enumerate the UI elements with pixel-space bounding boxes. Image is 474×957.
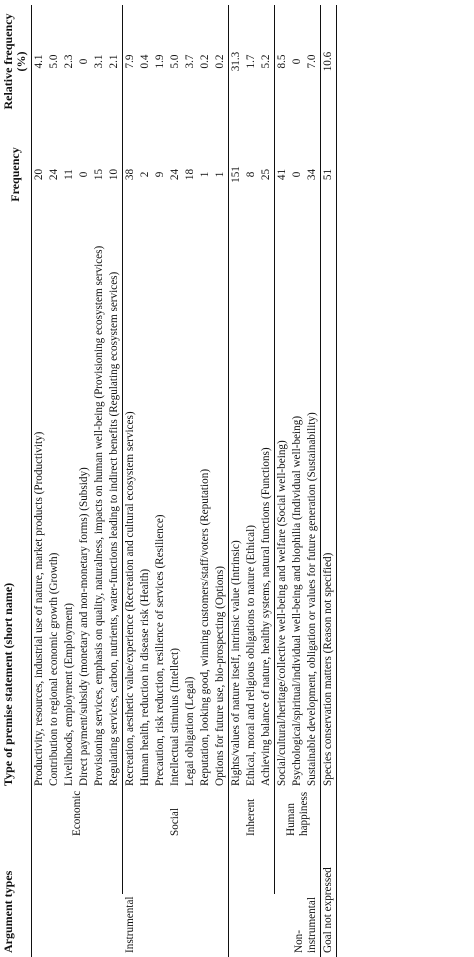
header-frequency: Frequency — [0, 118, 32, 231]
frequency-value: 151 — [230, 166, 242, 183]
relative-frequency-value: 3.7 — [184, 54, 196, 69]
table-row — [275, 5, 291, 957]
premise-statement: Sustainable development, obligation or values for future generation (Sustainability) — [305, 231, 321, 790]
group-economic: Economic — [32, 790, 123, 894]
group-human-happiness: Human happiness — [275, 790, 321, 894]
header-relative-frequency: Relative frequency (%) — [0, 5, 32, 118]
relative-frequency-value: 4.1 — [33, 54, 45, 69]
frequency-value: 8 — [245, 171, 257, 178]
relative-frequency-value: 3.1 — [93, 54, 105, 69]
frequency-value: 24 — [48, 168, 60, 181]
relative-frequency-value: 0 — [78, 58, 90, 65]
frequency-value: 25 — [259, 118, 275, 231]
premise-statement: Livelihoods, employment (Employment) — [63, 602, 75, 786]
premise-statement: Species conservation matters (Reason not specified) — [321, 231, 337, 790]
premise-statement: Achieving balance of nature, healthy systems, natural functions (Functions) — [259, 231, 275, 790]
relative-frequency-value: 2.3 — [63, 54, 75, 69]
relative-frequency-value: 10.6 — [321, 5, 337, 118]
relative-frequency-value: 1.9 — [154, 54, 166, 69]
relative-frequency-value: 31.3 — [230, 51, 242, 72]
table-row — [32, 5, 48, 957]
relative-frequency-value: 0 — [291, 58, 303, 65]
frequency-value: 15 — [93, 168, 105, 181]
premise-statement: Rights/values of nature itself, intrinsic value (Intrinsic) — [230, 540, 242, 786]
premise-statement: Ethical, moral and religious obligations to nature (Ethical) — [245, 525, 257, 786]
relative-frequency-value: 0.2 — [199, 54, 211, 69]
premise-statement: Human health, reduction in disease risk (Health) — [139, 568, 151, 786]
table-row — [229, 5, 245, 957]
table-row — [123, 5, 139, 957]
relative-frequency-value: 0.2 — [213, 5, 229, 118]
frequency-value: 0 — [291, 171, 303, 178]
premise-statement: Regulating services, carbon, nutrients, water-functions leading to indirect benefits (Regulating ecosystem services) — [107, 231, 123, 790]
premise-statement-table — [0, 5, 337, 957]
frequency-value: 1 — [199, 171, 211, 178]
frequency-value: 0 — [78, 171, 90, 178]
frequency-value: 38 — [124, 168, 136, 181]
table-header-row — [0, 5, 32, 957]
frequency-value: 11 — [63, 169, 75, 180]
relative-frequency-value: 0.4 — [139, 54, 151, 69]
group-inherent: Inherent — [229, 790, 275, 894]
group-goal-not-expressed: Goal not expressed — [321, 790, 337, 957]
frequency-value: 24 — [169, 168, 181, 181]
premise-statement: Contribution to regional economic growth (Growth) — [48, 552, 60, 786]
frequency-value: 41 — [276, 168, 288, 181]
relative-frequency-value: 1.7 — [245, 54, 257, 69]
premise-statement: Intellectual stimulus (Intellect) — [169, 648, 181, 786]
frequency-value: 51 — [321, 118, 337, 231]
group-social: Social — [123, 790, 229, 894]
header-premise-type: Type of premise statement (short name) — [0, 231, 32, 790]
premise-statement: Social/cultural/heritage/collective well-being and welfare (Social well-being) — [276, 440, 288, 786]
premise-statement: Psychological/spiritual/individual well-being and biophilia (Individual well-being) — [291, 415, 303, 786]
premise-statement: Direct payment/subsidy (monetary and non-monetary forms) (Subsidy) — [78, 467, 90, 786]
frequency-value: 20 — [33, 168, 45, 181]
relative-frequency-value: 7.9 — [124, 54, 136, 69]
relative-frequency-value: 5.0 — [48, 54, 60, 69]
frequency-value: 18 — [184, 168, 196, 181]
premise-statement: Legal obligation (Legal) — [184, 676, 196, 786]
relative-frequency-value: 2.1 — [107, 5, 123, 118]
relative-frequency-value: 7.0 — [305, 5, 321, 118]
premise-statement: Recreation, aesthetic value/experience (Recreation and cultural ecosystem services) — [124, 411, 136, 786]
relative-frequency-value: 5.0 — [169, 54, 181, 69]
frequency-value: 9 — [154, 171, 166, 178]
premise-statement: Precaution, risk reduction, resilience of services (Resilience) — [154, 514, 166, 786]
header-argument-types: Argument types — [0, 790, 32, 957]
table-row — [321, 5, 337, 957]
premise-statement: Productivity, resources, industrial use of nature, market products (Productivity) — [33, 431, 45, 786]
relative-frequency-value: 5.2 — [259, 5, 275, 118]
frequency-value: 1 — [213, 118, 229, 231]
relative-frequency-value: 8.5 — [276, 54, 288, 69]
group-instrumental: Instrumental — [32, 894, 229, 957]
frequency-value: 34 — [305, 118, 321, 231]
frequency-value: 10 — [107, 118, 123, 231]
premise-statement: Provisioning services, emphasis on quality, naturalness, impacts on human well-being (Provisioning ecosystem services) — [93, 245, 105, 786]
premise-statement: Options for future use, bio-prospecting (Options) — [213, 231, 229, 790]
frequency-value: 2 — [139, 171, 151, 178]
group-non-instrumental: Non-instrumental — [229, 894, 321, 957]
premise-statement: Reputation, looking good, winning customers/staff/voters (Reputation) — [199, 468, 211, 786]
